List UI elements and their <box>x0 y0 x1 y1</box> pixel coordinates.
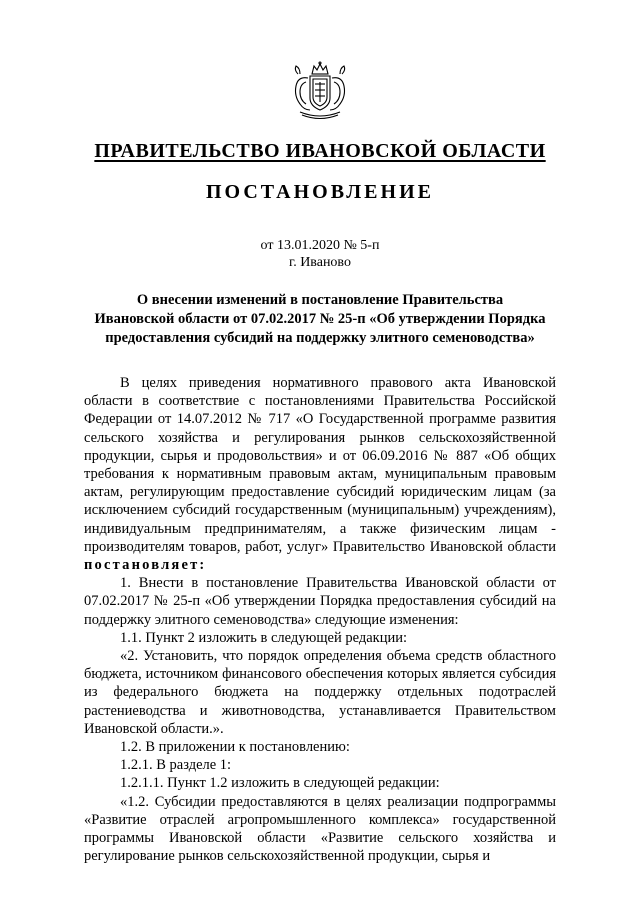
paragraph-quote-1-2: «1.2. Субсидии предоставляются в целях реализации подпрограммы «Развитие отраслей агропромышленного комплекса» государственной программы Ивановской области «Развитие сельского хозяйства и регулирование рынков сельскохозяйственной продукции, сырья и <box>84 793 556 865</box>
paragraph-1-2: 1.2. В приложении к постановлению: <box>120 739 350 756</box>
paragraph-1: 1. Внести в постановление Правительства Ивановской области от 07.02.2017 № 25-п «Об утверждении Порядка предоставления субсидий на поддержку элитного семеноводства» следующие изменения: <box>84 575 556 628</box>
paragraph-quote-2: «2. Установить, что порядок определения объема средств областного бюджета, источником финансового обеспечения которых является субсидия из федерального бюджета на поддержку отдельных подотраслей растениеводства и животноводства, устанавливается Правительством Ивановской области.». <box>84 648 556 737</box>
document-type: ПОСТАНОВЛЕНИЕ <box>206 181 434 203</box>
date-block <box>0 237 640 271</box>
date-number: от 13.01.2020 № 5-п <box>260 238 380 253</box>
document-body <box>84 374 556 865</box>
paragraph-1-2-1-1: 1.2.1.1. Пункт 1.2 изложить в следующей редакции: <box>120 775 440 792</box>
title-line-2: Ивановской области от 07.02.2017 № 25-п «Об утверждении Порядка <box>94 311 546 327</box>
title-line-3: предоставления субсидий на поддержку элитного семеноводства» <box>105 330 535 346</box>
paragraph-preamble <box>84 374 556 574</box>
coat-of-arms-icon <box>288 60 352 120</box>
title-line-1: О внесении изменений в постановление Правительства <box>136 292 504 308</box>
resolves-keyword: постановляет: <box>84 557 207 574</box>
city: г. Иваново <box>289 255 351 270</box>
paragraph-1-2-1: 1.2.1. В разделе 1: <box>120 757 232 774</box>
organization-name: ПРАВИТЕЛЬСТВО ИВАНОВСКОЙ ОБЛАСТИ <box>94 140 546 162</box>
document-title <box>84 291 556 348</box>
paragraph-1-1: 1.1. Пункт 2 изложить в следующей редакции: <box>120 629 408 646</box>
preamble-text: В целях приведения нормативного правового акта Ивановской области в соответствие с постановлениями Правительства Российской Федерации от 14.07.2012 № 717 «О Государственной программе развития сельского хозяйства и регулирования рынков сельскохозяйственной продукции, сырья и продовольствия» и от 06.09.2016 № 887 «Об общих требования к нормативным правовым актам, муниципальным правовым актам, регулирующим предоставление субсидий юридическим лицам (за исключением субсидий государственным (муниципальным) учреждениям), индивидуальным предпринимателям, а также физическим лицам - производителям товаров, работ, услуг» Правительство Ивановской области <box>84 375 556 555</box>
